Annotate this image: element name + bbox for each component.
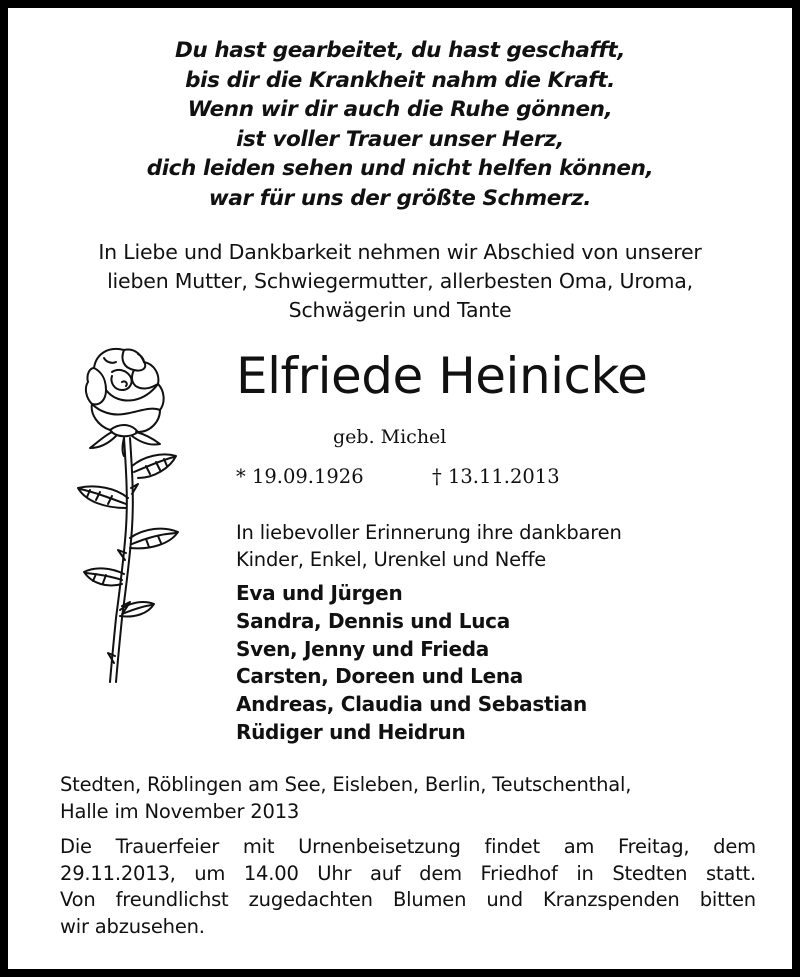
service-word: statt.	[705, 861, 756, 885]
poem-line: Wenn wir dir auch die Ruhe gönnen,	[187, 97, 613, 122]
service-word: Trauerfeier	[115, 835, 220, 858]
intro-line: In Liebe und Dankbarkeit nehmen wir Abschied von unserer	[98, 240, 702, 264]
service-word: mit	[242, 835, 275, 858]
poem-line: bis dir die Krankheit nahm die Kraft.	[185, 67, 615, 93]
service-word: Urnenbeisetzung	[298, 835, 461, 858]
service-word: dem	[713, 835, 756, 858]
service-line	[60, 887, 756, 914]
service-line: wir abzusehen.	[60, 914, 205, 938]
service-word: und	[486, 888, 523, 911]
service-word: dem	[419, 861, 462, 885]
place-line: Stedten, Röblingen am See, Eisleben, Berlin, Teutschenthal,	[60, 773, 632, 796]
mourner-family: Carsten, Doreen und Lena	[236, 664, 523, 689]
service-word: Friedhof	[480, 861, 558, 885]
service-word: Uhr	[317, 861, 352, 885]
service-word: 14.00	[243, 861, 299, 885]
mourners-list	[236, 580, 587, 747]
mourners-intro-line: Kinder, Enkel, Urenkel und Neffe	[236, 547, 547, 571]
service-word: bitten	[699, 888, 756, 911]
death-date: † 13.11.2013	[432, 465, 560, 488]
service-word: auf	[369, 861, 401, 885]
service-word: findet	[484, 835, 540, 858]
service-word: zugedachten	[248, 888, 373, 911]
mourners-intro	[236, 520, 622, 573]
service-word: am	[563, 835, 595, 858]
service-word: freundlichst	[115, 888, 229, 911]
service-word: Blumen	[392, 888, 467, 911]
poem-line: war für uns der größte Schmerz.	[208, 185, 592, 211]
poem	[8, 36, 792, 213]
mourner-family: Eva und Jürgen	[236, 581, 403, 605]
intro-line: Schwägerin und Tante	[288, 298, 512, 322]
funeral-service-info	[60, 834, 756, 940]
intro-line: lieben Mutter, Schwiegermutter, allerbesten Oma, Uroma,	[107, 269, 693, 293]
service-word: in	[576, 861, 594, 885]
birth-date: * 19.09.1926	[236, 465, 364, 488]
service-word: Stedten	[612, 861, 688, 885]
service-word: Von	[60, 888, 96, 911]
poem-line: Du hast gearbeitet, du hast geschafft,	[174, 38, 626, 63]
service-word: Die	[60, 835, 92, 858]
rose-icon	[46, 338, 206, 694]
service-word: Kranzspenden	[543, 888, 680, 911]
mourner-family: Sven, Jenny und Frieda	[236, 636, 489, 661]
poem-line: ist voller Trauer unser Herz,	[236, 126, 564, 152]
service-word: um	[194, 861, 226, 885]
service-line	[60, 834, 756, 861]
deceased-name: Elfriede Heinicke	[236, 347, 648, 405]
service-word: Freitag,	[618, 835, 690, 858]
service-line	[60, 861, 756, 888]
service-word: 29.11.2013,	[60, 861, 176, 885]
poem-line: dich leiden sehen und nicht helfen können,	[146, 156, 654, 181]
mourner-family: Andreas, Claudia und Sebastian	[236, 692, 587, 717]
mourners-intro-line: In liebevoller Erinnerung ihre dankbaren	[236, 521, 622, 544]
place-line: Halle im November 2013	[60, 799, 300, 823]
mourner-family: Sandra, Dennis und Luca	[236, 608, 510, 633]
place-and-date	[60, 772, 631, 825]
farewell-intro	[8, 238, 792, 325]
mourner-family: Rüdiger und Heidrun	[236, 719, 466, 744]
birth-name: geb. Michel	[333, 426, 447, 448]
